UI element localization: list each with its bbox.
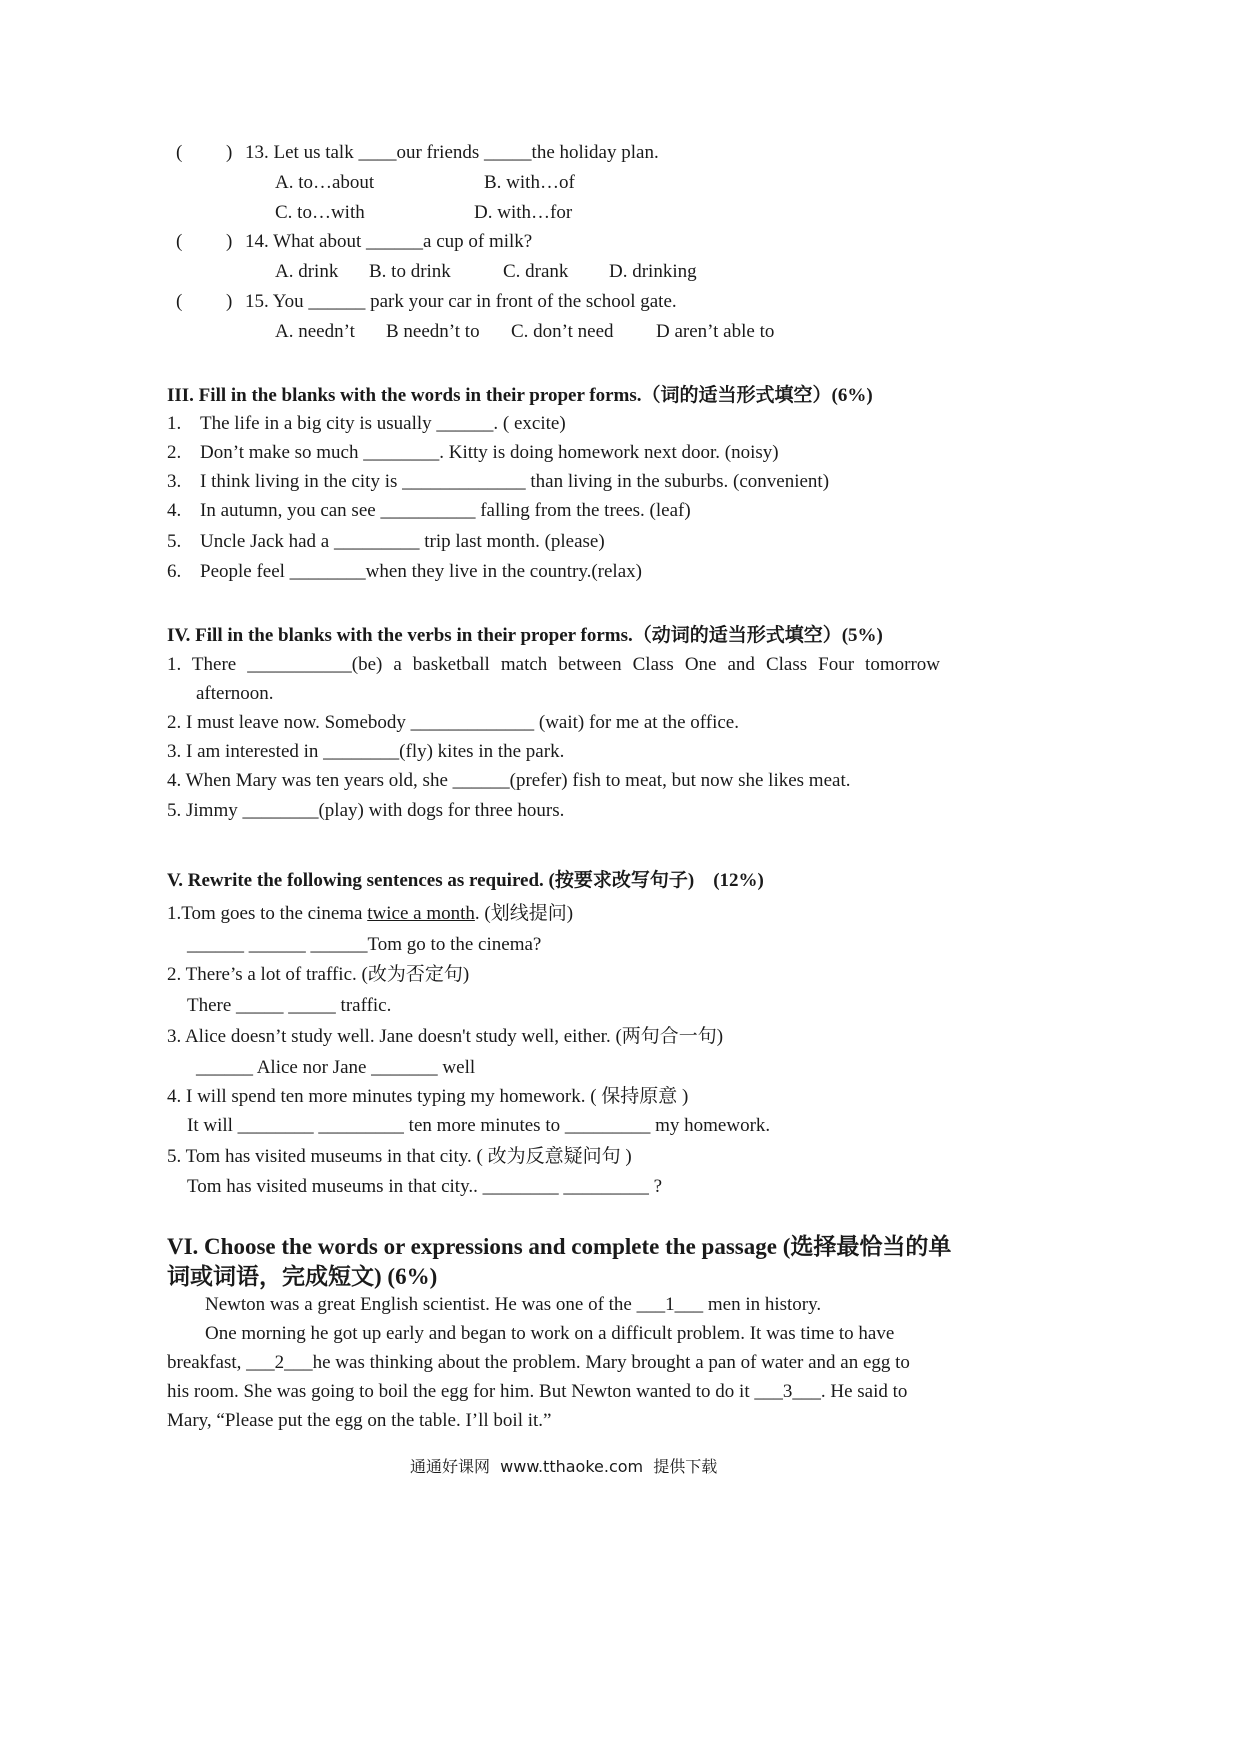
q14-paren-open: ( [176, 231, 183, 252]
q13-option-a: A. to…about [275, 172, 375, 193]
section5-q1-underlined: twice a month [367, 903, 475, 924]
q15-option-d: D aren’t able to [656, 321, 775, 342]
section5-heading: V. Rewrite the following sentences as required. (按要求改写句子) (12%) [167, 870, 764, 891]
q15-paren-open: ( [176, 291, 183, 312]
q13-paren-close: ) [226, 142, 233, 163]
section5-q4-answer: It will ________ _________ ten more minutes to _________ my homework. [187, 1115, 771, 1136]
section4-item-1: 1. There ___________(be) a basketball match between Class One and Class Four tomorrow [167, 654, 940, 675]
section5-q2-answer: There _____ _____ traffic. [187, 995, 392, 1016]
section6-heading-line2: 词或词语，完成短文) (6%) [167, 1264, 438, 1289]
q14-option-b: B. to drink [369, 261, 451, 282]
q14-option-d: D. drinking [609, 261, 697, 282]
q13-paren-open: ( [176, 142, 183, 163]
section4-item-3: 3. I am interested in ________(fly) kites in the park. [167, 741, 565, 762]
section5-q2: 2. There’s a lot of traffic. (改为否定句) [167, 964, 470, 985]
section3-item-5-num: 5. [167, 531, 182, 552]
section5-q1-post: . (划线提问) [474, 903, 574, 924]
q14-option-c: C. drank [503, 261, 569, 282]
section4-item-5: 5. Jimmy ________(play) with dogs for three hours. [167, 800, 565, 821]
section5-q5-answer: Tom has visited museums in that city.. ________ _________ ? [187, 1176, 663, 1197]
q14-option-a: A. drink [275, 261, 339, 282]
section5-q1-answer: ______ ______ ______Tom go to the cinema? [187, 934, 542, 955]
section3-item-6-num: 6. [167, 561, 182, 582]
section4-item-1-cont: afternoon. [196, 683, 274, 704]
section4-item-4: 4. When Mary was ten years old, she ______(prefer) fish to meat, but now she likes meat. [167, 770, 851, 791]
section3-item-3-num: 3. [167, 471, 182, 492]
section3-item-3: I think living in the city is _____________ than living in the suburbs. (convenient) [200, 471, 830, 492]
q15-option-a: A. needn’t [275, 321, 355, 342]
q13-option-c: C. to…with [275, 202, 365, 223]
q14-text: 14. What about ______a cup of milk? [245, 231, 533, 252]
section3-heading: III. Fill in the blanks with the words in their proper forms.（词的适当形式填空）(6%) [167, 385, 873, 406]
section5-q1 [167, 902, 573, 926]
section5-q5: 5. Tom has visited museums in that city. ( 改为反意疑问句 ) [167, 1146, 632, 1167]
section6-paragraph-2-line1: One morning he got up early and began to work on a difficult problem. It was time to have [205, 1323, 895, 1344]
section3-item-6: People feel ________when they live in the country.(relax) [200, 561, 642, 582]
section5-q3: 3. Alice doesn’t study well. Jane doesn't study well, either. (两句合一句) [167, 1026, 724, 1047]
page-footer: 通通好课网 www.tthaoke.com 提供下载 [410, 1457, 718, 1476]
q15-text: 15. You ______ park your car in front of the school gate. [245, 291, 677, 312]
section3-item-4: In autumn, you can see __________ falling from the trees. (leaf) [200, 500, 691, 521]
section6-paragraph-2-line2: breakfast, ___2___he was thinking about the problem. Mary brought a pan of water and an egg to [167, 1352, 910, 1373]
section3-item-4-num: 4. [167, 500, 182, 521]
q15-option-c: C. don’t need [511, 321, 614, 342]
section5-q4: 4. I will spend ten more minutes typing my homework. ( 保持原意 ) [167, 1086, 689, 1107]
section5-q1-pre: 1.Tom goes to the cinema [167, 903, 368, 924]
section6-paragraph-1: Newton was a great English scientist. He was one of the ___1___ men in history. [205, 1294, 822, 1315]
section6-heading-line1: VI. Choose the words or expressions and complete the passage (选择最恰当的单 [167, 1234, 952, 1259]
q14-paren-close: ) [226, 231, 233, 252]
q13-text: 13. Let us talk ____our friends _____the holiday plan. [245, 142, 659, 163]
section6-paragraph-2-line4: Mary, “Please put the egg on the table. I’ll boil it.” [167, 1410, 552, 1431]
section5-q3-answer: ______ Alice nor Jane _______ well [196, 1057, 476, 1078]
section6-paragraph-2-line3: his room. She was going to boil the egg for him. But Newton wanted to do it ___3___. He said to [167, 1381, 908, 1402]
q13-option-b: B. with…of [484, 172, 575, 193]
section4-item-2: 2. I must leave now. Somebody _____________ (wait) for me at the office. [167, 712, 739, 733]
section3-item-2-num: 2. [167, 442, 182, 463]
q15-option-b: B needn’t to [386, 321, 480, 342]
q13-option-d: D. with…for [474, 202, 573, 223]
section3-item-5: Uncle Jack had a _________ trip last month. (please) [200, 531, 605, 552]
q15-paren-close: ) [226, 291, 233, 312]
section3-item-1: The life in a big city is usually ______. ( excite) [200, 413, 566, 434]
section3-item-2: Don’t make so much ________. Kitty is doing homework next door. (noisy) [200, 442, 779, 463]
section4-heading: IV. Fill in the blanks with the verbs in their proper forms.（动词的适当形式填空）(5%) [167, 625, 883, 646]
section3-item-1-num: 1. [167, 413, 182, 434]
